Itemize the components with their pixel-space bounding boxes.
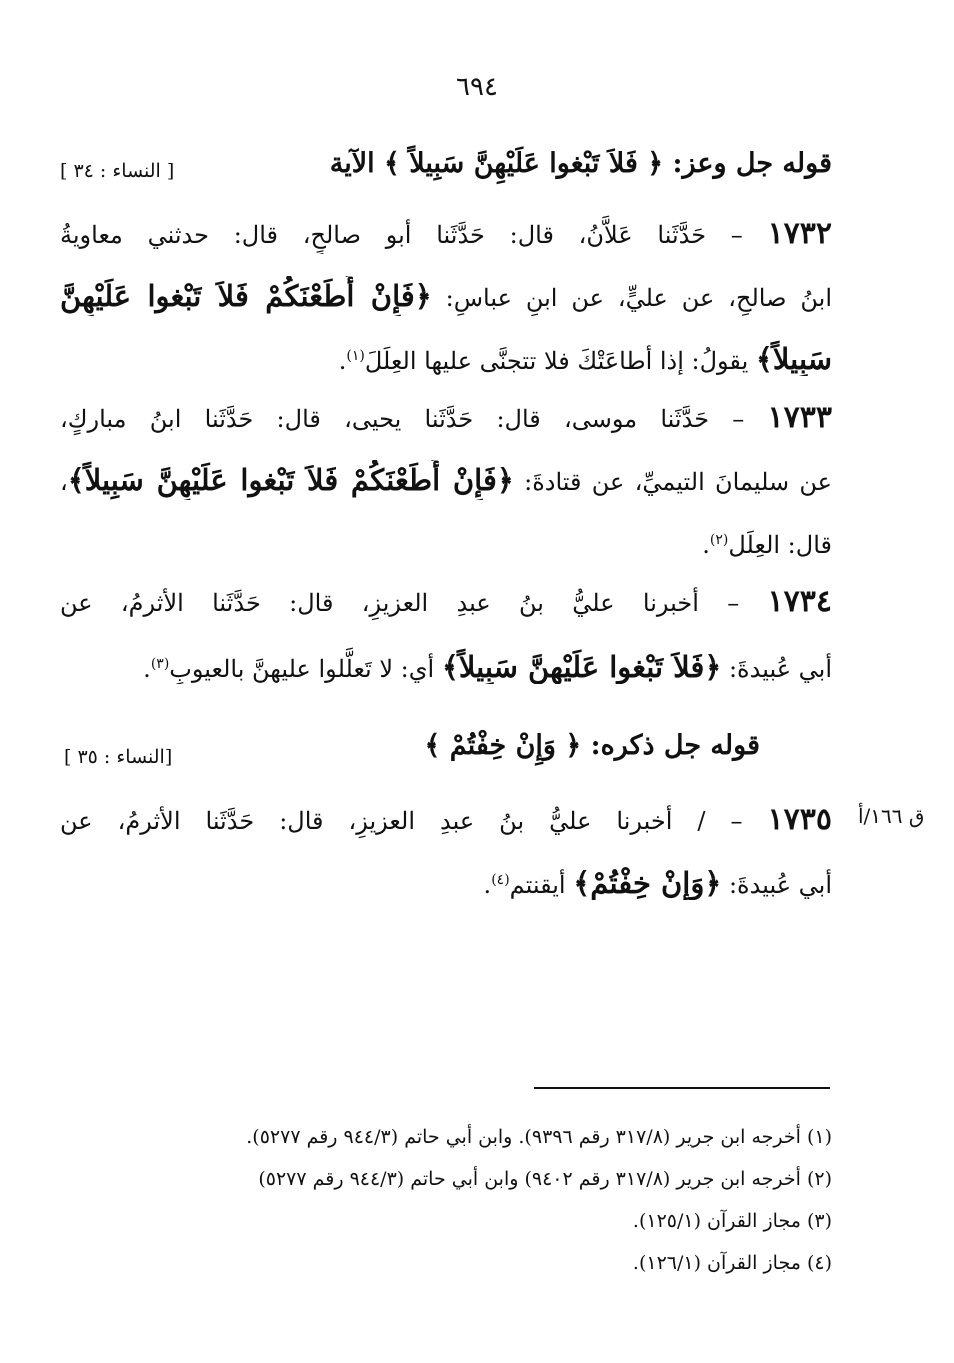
hadith-1734-line-2 (60, 644, 832, 684)
hadith-text: أبي عُبيدةَ: (721, 871, 832, 899)
punctuation: . (483, 871, 492, 899)
hadith-text: قال: العِلَل (728, 531, 832, 559)
hadith-text: – حَدَّثَنا موسى، قال: حَدَّثَنا يحيى، قال: حَدَّثَنا ابنُ مباركٍ، (60, 405, 768, 433)
hadith-number: ١٧٣٢ (767, 216, 832, 251)
heading-prefix: قوله جل وعز: (663, 148, 832, 179)
heading-verse: ﴿ وَإِنْ خِفْتُمْ ﴾ (424, 730, 582, 761)
hadith-number: ١٧٣٣ (767, 400, 832, 435)
footnote-2: (٢) أخرجه ابن جرير (٣١٧/٨ رقم ٩٤٠٢) وابن أبي حاتم (٩٤٤/٣ رقم ٥٢٧٧) (258, 1168, 832, 1190)
footnote-marker: (٢) (709, 532, 729, 548)
punctuation: ، (60, 468, 68, 496)
quran-verse: ﴿فَلاَ تَبْغوا عَلَيْهِنَّ سَبِيلاً﴾ (441, 650, 722, 684)
heading-suffix: الآية (329, 148, 385, 179)
hadith-text: يقولُ: إذا أطاعَتْكَ فلا تتجنَّى عليها العِلَلَ (364, 347, 756, 375)
footnote-3: (٣) مجاز القرآن (١٢٥/١). (632, 1210, 832, 1232)
manuscript-folio-note: ق ١٦٦/أ (858, 804, 925, 828)
heading-prefix: قوله جل ذكره: (581, 730, 760, 761)
quran-verse: ﴿وَإِنْ خِفْتُمْ﴾ (573, 866, 722, 900)
hadith-text: أيقنتم (509, 871, 574, 899)
section-heading-2 (300, 730, 760, 776)
hadith-1733-line-1 (60, 398, 832, 438)
quran-verse: ﴿فَإِنْ أَطَعْنَكُمْ فَلاَ تَبْغوا عَلَيْهِنَّ سَبِيلاً﴾ (67, 463, 514, 497)
footnote-marker: (١) (346, 348, 365, 364)
punctuation: . (143, 655, 151, 683)
hadith-text: – حَدَّثَنا عَلاَّنُ، قال: حَدَّثَنا أبو صالحٍ، قال: حدثني معاويةُ (60, 221, 768, 249)
footnote-1: (١) أخرجه ابن جرير (٣١٧/٨ رقم ٩٣٩٦). وابن أبي حاتم (٩٤٤/٣ رقم ٥٢٧٧). (246, 1126, 832, 1148)
hadith-text: – أخبرنا عليُّ بنُ عبدِ العزيزِ، قال: حَدَّثَنا الأثرمُ، عن (60, 589, 768, 617)
hadith-text: ابنُ صالحٍ، عن عليٍّ، عن ابنِ عباسٍ: (431, 284, 832, 312)
hadith-text: – / أخبرنا عليُّ بنُ عبدِ العزيزِ، قال: حَدَّثَنا الأثرمُ، عن (60, 807, 768, 835)
footnote-marker: (٤) (491, 872, 510, 888)
hadith-1732-line-1 (60, 214, 832, 254)
hadith-1733-line-3 (60, 520, 832, 560)
footnote-4: (٤) مجاز القرآن (١٢٦/١). (632, 1252, 832, 1274)
hadith-number: ١٧٣٤ (767, 584, 832, 619)
verse-reference-1: [ النساء : ٣٤ ] (60, 160, 175, 182)
heading-verse: ﴿ فَلاَ تَبْغوا عَلَيْهِنَّ سَبِيلاً ﴾ (384, 148, 664, 179)
punctuation: . (338, 347, 347, 375)
punctuation: . (702, 531, 710, 559)
hadith-1734-line-1 (60, 582, 832, 622)
page-number: ٦٩٤ (456, 72, 498, 102)
hadith-text: أي: لا تَعلَّلوا عليهنَّ بالعيوبِ (169, 655, 442, 683)
footnote-separator (534, 1087, 830, 1089)
hadith-1735-line-2 (60, 860, 832, 900)
hadith-1735-line-1 (60, 800, 832, 840)
hadith-number: ١٧٣٥ (767, 802, 832, 837)
verse-reference-2: [النساء : ٣٥ ] (64, 746, 173, 768)
section-heading-1 (250, 148, 832, 192)
hadith-1732-line-2 (60, 276, 832, 316)
footnote-marker: (٣) (150, 656, 170, 672)
quran-verse: ﴿فَإِنْ أَطَعْنَكُمْ فَلاَ تَبْغوا عَلَيْهِنَّ (60, 279, 432, 313)
hadith-text: عن سليمانَ التيميِّ، عن قتادةَ: (513, 468, 832, 496)
hadith-1733-line-2 (60, 460, 832, 500)
hadith-1732-line-3 (60, 336, 832, 376)
quran-verse: سَبِيلاً﴾ (755, 342, 832, 376)
hadith-text: أبي عُبيدةَ: (721, 655, 832, 683)
